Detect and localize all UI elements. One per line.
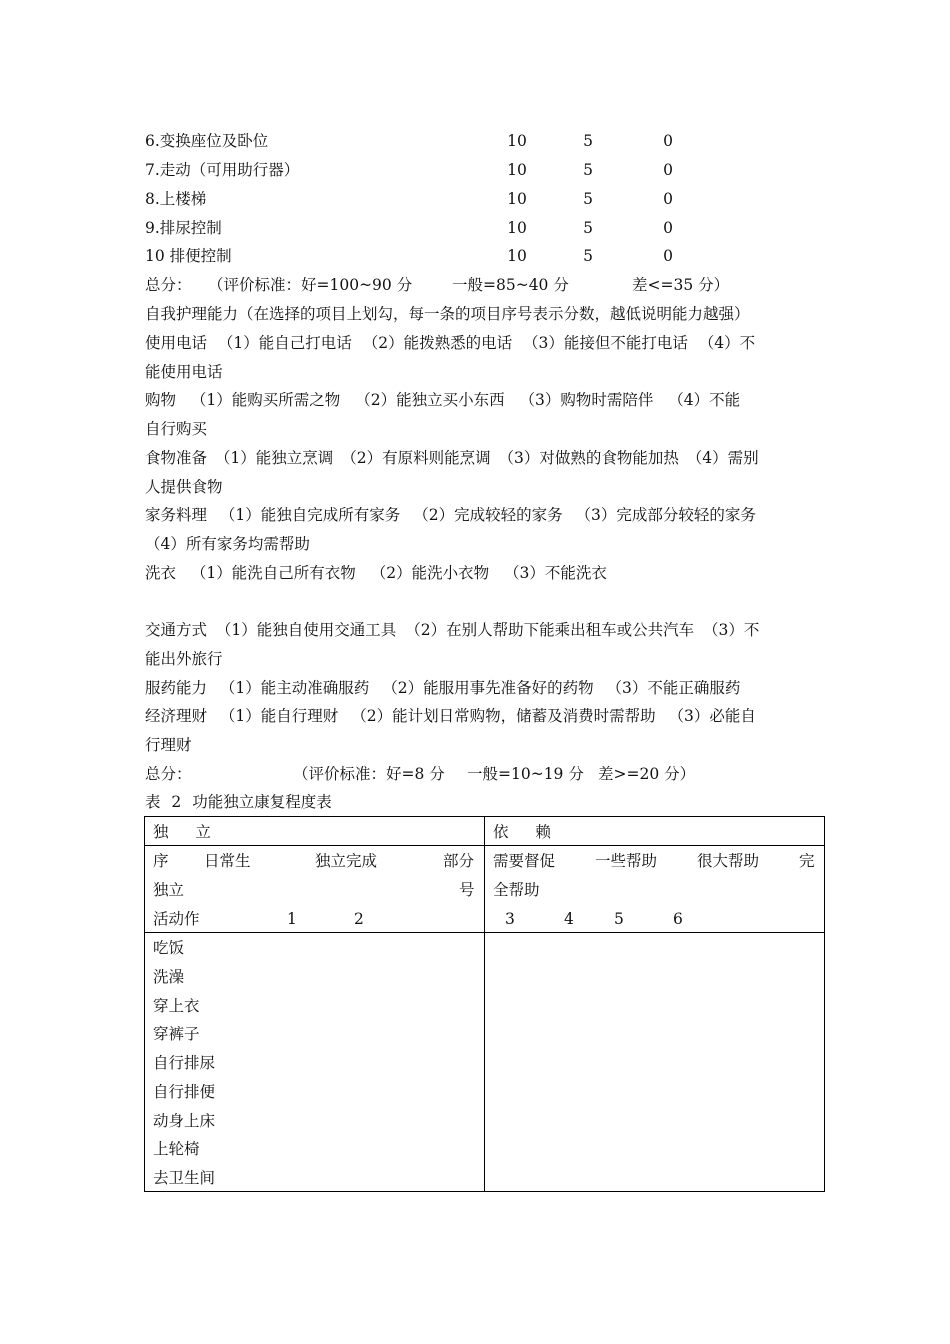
- adl-item-score-full: 10: [507, 161, 527, 179]
- col-activity: 活动作: [153, 910, 200, 928]
- adl-item-score-full: 10: [507, 190, 527, 208]
- phone-item: 使用电话 （1）能自己打电话 （2）能拨熟悉的电话 （3）能接但不能打电话 （4）不: [145, 334, 756, 352]
- adl-item-label: 6.变换座位及卧位: [145, 132, 269, 150]
- adl-item-score-none: 0: [663, 161, 673, 179]
- adl-item-score-none: 0: [663, 247, 673, 265]
- self-care-heading: 自我护理能力（在选择的项目上划勾，每一条的项目序号表示分数，越低说明能力越强）: [145, 305, 750, 323]
- criteria-average: 一般=85~40 分: [452, 276, 569, 294]
- criteria-average-2: 一般=10~19 分: [467, 765, 584, 783]
- col-level-4: 4: [564, 910, 574, 928]
- col-full-help: 全帮助: [493, 881, 540, 899]
- adl-item-score-partial: 5: [583, 132, 593, 150]
- table-divider: [144, 845, 825, 846]
- food-prep-item-continued: 人提供食物: [145, 478, 223, 496]
- adl-item-label: 8.上楼梯: [145, 190, 207, 208]
- table-row: 穿上衣: [153, 997, 200, 1015]
- total-score-label-2: 总分：: [145, 765, 192, 783]
- adl-item-score-full: 10: [507, 219, 527, 237]
- adl-item-label: 10 排便控制: [145, 247, 232, 265]
- shopping-item: 购物 （1）能购买所需之物 （2）能独立买小东西 （3）购物时需陪伴 （4）不能: [145, 391, 741, 409]
- table-row: 穿裤子: [153, 1025, 200, 1043]
- col-number: 号: [459, 881, 475, 899]
- housework-item-continued: （4）所有家务均需帮助: [145, 535, 310, 553]
- col-daily-life: 日常生: [204, 852, 251, 870]
- table-row: 上轮椅: [153, 1140, 200, 1158]
- col-level-5: 5: [614, 910, 624, 928]
- transport-item-continued: 能出外旅行: [145, 650, 223, 668]
- adl-item-score-partial: 5: [583, 161, 593, 179]
- col-partial: 部分: [443, 852, 475, 870]
- table-row: 去卫生间: [153, 1169, 216, 1187]
- adl-item-label: 7.走动（可用助行器）: [145, 161, 300, 179]
- transport-item: 交通方式 （1）能独自使用交通工具 （2）在别人帮助下能乘出租车或公共汽车 （3）不: [145, 621, 760, 639]
- laundry-item: 洗衣 （1）能洗自己所有衣物 （2）能洗小衣物 （3）不能洗衣: [145, 564, 607, 582]
- col-need-supervision: 需要督促: [493, 852, 556, 870]
- table-row: 动身上床: [153, 1112, 216, 1130]
- col-some-help: 一些帮助: [595, 852, 658, 870]
- food-prep-item: 食物准备 （1）能独立烹调 （2）有原料则能烹调 （3）对做熟的食物能加热 （4）需别: [145, 449, 759, 467]
- col-level-3: 3: [505, 910, 515, 928]
- adl-item-score-full: 10: [507, 247, 527, 265]
- col-level-1: 1: [287, 910, 297, 928]
- header-independent: 独 立: [153, 823, 211, 841]
- col-level-2: 2: [354, 910, 364, 928]
- adl-item-score-partial: 5: [583, 219, 593, 237]
- adl-item-score-none: 0: [663, 190, 673, 208]
- adl-item-score-partial: 5: [583, 247, 593, 265]
- col-independent-complete: 独立完成: [315, 852, 378, 870]
- medication-item: 服药能力 （1）能主动准确服药 （2）能服用事先准备好的药物 （3）不能正确服药: [145, 679, 741, 697]
- table-divider: [144, 932, 825, 933]
- criteria-good: （评价标准：好=100~90 分: [208, 276, 413, 294]
- finance-item: 经济理财 （1）能自行理财 （2）能计划日常购物，储蓄及消费时需帮助 （3）必能自: [145, 707, 756, 725]
- table-row: 自行排便: [153, 1083, 216, 1101]
- criteria-good-2: （评价标准：好=8 分: [293, 765, 445, 783]
- table-row: 吃饭: [153, 939, 185, 957]
- table-row: 自行排尿: [153, 1054, 216, 1072]
- table-caption: 表 2 功能独立康复程度表: [145, 793, 332, 811]
- table-divider: [484, 816, 485, 1192]
- criteria-poor-2: 差>=20 分）: [598, 765, 696, 783]
- phone-item-continued: 能使用电话: [145, 363, 223, 381]
- col-much-help: 很大帮助: [697, 852, 760, 870]
- col-complete: 完: [799, 852, 815, 870]
- col-independent: 独立: [153, 881, 185, 899]
- adl-item-label: 9.排尿控制: [145, 219, 222, 237]
- housework-item: 家务料理 （1）能独自完成所有家务 （2）完成较轻的家务 （3）完成部分较轻的家务: [145, 506, 756, 524]
- adl-item-score-none: 0: [663, 132, 673, 150]
- criteria-poor: 差<=35 分）: [632, 276, 730, 294]
- adl-item-score-partial: 5: [583, 190, 593, 208]
- col-seq: 序: [153, 852, 169, 870]
- adl-item-score-none: 0: [663, 219, 673, 237]
- header-dependent: 依 赖: [493, 823, 551, 841]
- adl-item-score-full: 10: [507, 132, 527, 150]
- total-score-label: 总分：: [145, 276, 192, 294]
- finance-item-continued: 行理财: [145, 736, 192, 754]
- table-row: 洗澡: [153, 968, 185, 986]
- col-level-6: 6: [673, 910, 683, 928]
- shopping-item-continued: 自行购买: [145, 420, 208, 438]
